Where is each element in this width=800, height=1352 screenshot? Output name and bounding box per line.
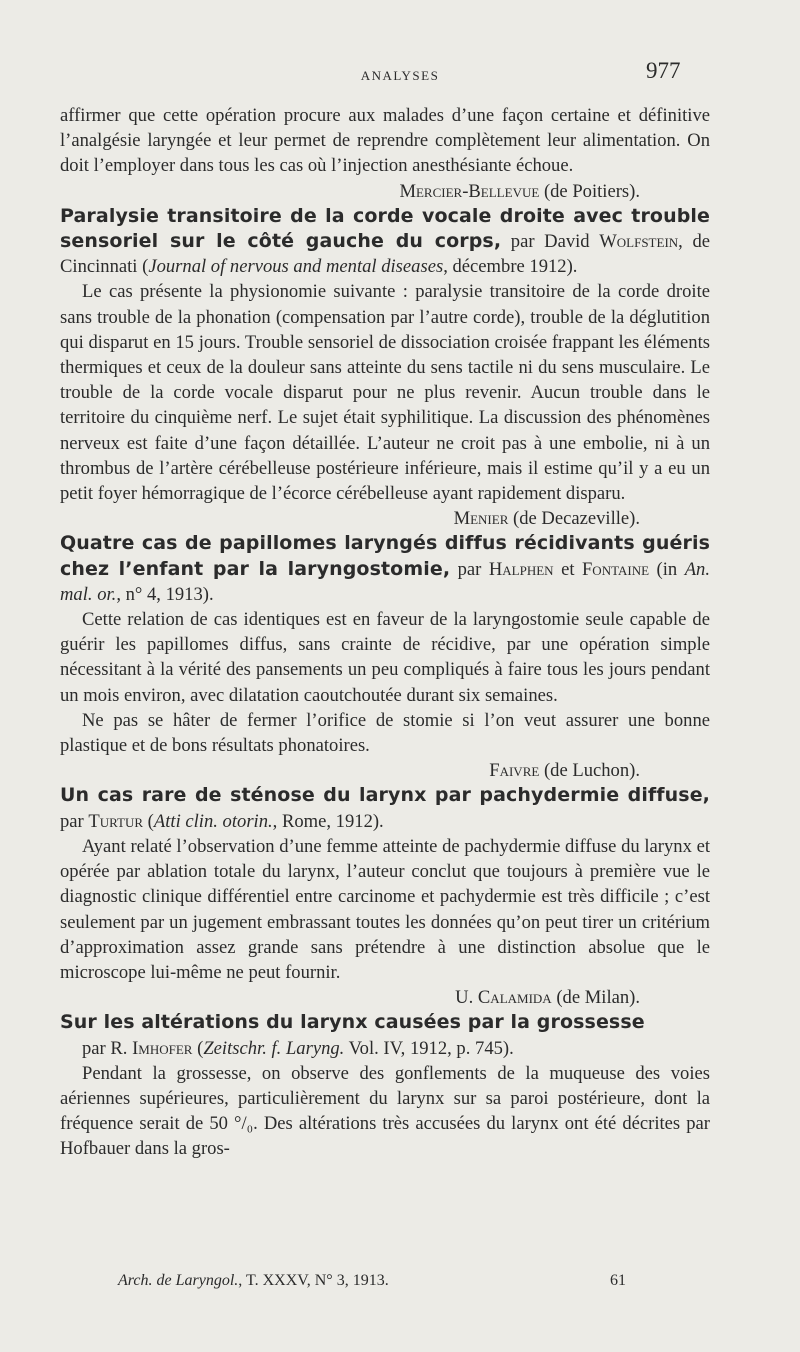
author-name: Fontaine [581,558,650,580]
abstract-title: Paralysie transitoire de la corde vocale droite avec trouble sensoriel sur le côté gauche du corps, [60,204,710,253]
byline-text: par R. [82,1037,133,1059]
byline-text: et [553,558,582,580]
journal-name: Journal of nervous and mental diseases [148,256,444,278]
abstract-heading [60,204,710,280]
signature [60,985,710,1010]
author-name: Wolfstein [599,231,679,253]
signature-initial: U. [455,987,478,1009]
signature-name: Mercier-Bellevue [399,180,540,202]
byline-text: ( [192,1037,204,1059]
running-header: ANALYSES [360,68,440,83]
signature-name: Menier [453,508,509,530]
abstract-title: Sur les altérations du larynx causées par la grossesse [60,1011,645,1034]
reference-text: , Rome, 1912). [272,810,384,832]
abstract-text: Le cas présente la physionomie suivante : paralysie transitoire de la corde droite sans trouble de la phonation (compensation par l’autre corde), trouble de la déglutition qui disparut en 15 jours. Trouble sensoriel de dissociation croisée frappant les éléments thermiques et ceux de la douleur sans atteinte du sens tactile ni du sens musculaire. Le trouble de la corde vocale disparut pour ne plus revenir. Aucun trouble dans le territoire du cinquième nerf. Le sujet était syphilitique. La discussion des phénomènes nerveux est faite d’une façon détaillée. L’auteur ne croit pas à une embolie, ni à un thrombus de l’artère cérébelleuse postérieure inférieure, mais il estime qu’il y a eu un petit foyer hémorragique de l’écorce cérébelleuse ayant rapidement disparu. [60,281,710,505]
byline-text: par [60,810,89,832]
signature-name: Calamida [477,987,552,1009]
page-number: 977 [646,58,681,83]
byline-text: par David [501,231,600,253]
sheet-number: 61 [610,1272,626,1289]
abstract-text: Ne pas se hâter de fermer l’orifice de stomie si l’on veut assurer une bonne plastique et de bons résultats phonatoires. [60,709,710,757]
abstract-heading [60,531,710,607]
page-footer [118,1272,626,1290]
author-name: Imhofer [132,1037,193,1059]
author-name: Turtur [88,810,144,832]
signature [60,506,710,531]
abstract-text: Cette relation de cas identiques est en faveur de la laryngostomie seule capable de guérir les papillomes diffus, sans crainte de récidive, par une opération simple nécessitant à la vérité des pansements un peu compliqués à faire tous les jours pendant un mois environ, avec dilatation caoutchoutée durant six semaines. [60,609,710,706]
abstract-title: Quatre cas de papillomes laryngés diffus récidivants guéris chez l’enfant par la laryngostomie, [60,532,710,580]
byline-text: (in [649,558,685,580]
abstract-text: Pendant la grossesse, on observe des gonflements de la muqueuse des voies aériennes supérieures, particulièrement du larynx sur sa paroi postérieure, dont la fréquence serait de 50 °/₀. Des altérations très accusées du larynx ont été décrites par Hofbauer dans la gros- [60,1062,710,1160]
signature-place: (de Milan). [551,987,640,1009]
signature [60,179,710,204]
abstract-title: Un cas rare de sténose du larynx par pachydermie diffuse, [60,784,710,807]
continued-paragraph: affirmer que cette opération procure aux malades d’une façon certaine et définitive l’analgésie laryngée et leur permet de reprendre complètement leur alimentation. On doit l’employer dans tous les cas où l’injection anesthésiante échoue. [60,105,710,177]
signature-place: (de Luchon). [539,760,640,782]
footer-journal: Arch. de Laryngol. [118,1272,239,1289]
byline-text: par [450,558,489,580]
signature-place: (de Poitiers). [539,180,640,202]
journal-name: Zeitschr. f. Laryng. [203,1037,345,1059]
author-name: Halphen [488,558,554,580]
reference-text: Vol. IV, 1912, p. 745). [344,1037,514,1059]
reference-text: , décembre 1912). [443,256,578,278]
abstract-text: Ayant relaté l’observation d’une femme atteinte de pachydermie diffuse du larynx et opérée par ablation totale du larynx, l’auteur conclut que toujours à première vue le diagnostic clinique différentiel entre carcinome et pachydermie est très difficile ; c’est seulement par un jugement embrassant toutes les données qu’on peut tirer un critérium d’approximation assez grande sans prétendre à une distinction absolue que le microscope lui-même ne peut fournir. [60,835,710,983]
footer-reference: , T. XXXV, N° 3, 1913. [238,1272,389,1289]
reference-text: , n° 4, 1913). [116,583,214,605]
signature-name: Faivre [489,760,540,782]
byline-text: ( [143,810,154,832]
journal-name: Atti clin. otorin. [153,810,273,832]
abstract-heading [60,783,710,833]
journal-name: An. mal. or. [60,558,710,605]
signature-place: (de Decazeville). [508,508,640,530]
byline-text: , de Cincinnati ( [60,231,710,278]
article-body [60,103,710,1162]
abstract-byline [60,1036,710,1061]
signature [60,758,710,783]
abstract-heading [60,1010,710,1035]
